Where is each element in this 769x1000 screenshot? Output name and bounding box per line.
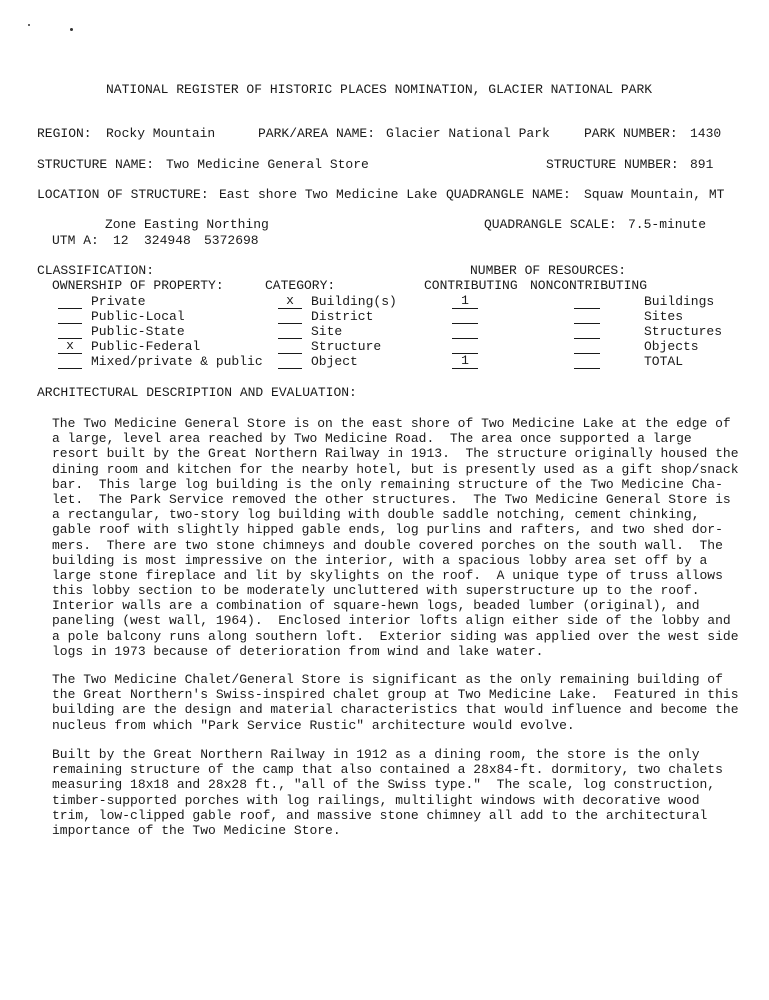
- ownership-option-public-federal: Public-Federal: [91, 339, 201, 354]
- ownership-checkbox-mixed[interactable]: [58, 354, 82, 369]
- paragraph-line: a pole balcony runs along southern loft. Exterior siding was applied over the west side: [52, 628, 739, 644]
- paragraph-line: dining room and kitchen for the nearby hotel, but is presently used as a gift shop/snack: [52, 461, 739, 477]
- noncontributing-objects[interactable]: [574, 339, 600, 354]
- category-option-structure: Structure: [311, 339, 382, 354]
- classification-label: CLASSIFICATION:: [37, 263, 155, 278]
- ownership-checkbox-public-state[interactable]: [58, 324, 82, 339]
- ownership-label: OWNERSHIP OF PROPERTY:: [52, 278, 224, 293]
- description-heading: ARCHITECTURAL DESCRIPTION AND EVALUATION:: [37, 385, 357, 400]
- structure-name-value: Two Medicine General Store: [166, 157, 369, 172]
- location-value: East shore Two Medicine Lake: [219, 187, 438, 202]
- structure-name-label: STRUCTURE NAME:: [37, 157, 155, 172]
- description-paragraph-1: [52, 416, 752, 659]
- paragraph-line: Built by the Great Northern Railway in 1912 as a dining room, the store is the only: [52, 747, 700, 762]
- quadrangle-name-label: QUADRANGLE NAME:: [446, 187, 571, 202]
- region-label: REGION:: [37, 126, 92, 141]
- ownership-checkbox-public-federal[interactable]: x: [58, 339, 82, 354]
- scan-speck: [28, 24, 30, 26]
- paragraph-line: trim, low-clipped gable roof, and massive stone chimney all add to the architectural: [52, 807, 708, 823]
- paragraph-line: bar. This large log building is the only remaining structure of the Two Medicine Cha-: [52, 476, 723, 492]
- paragraph-line: Interior walls are a combination of square-hewn logs, beaded lumber (original), and: [52, 598, 700, 614]
- scan-speck: [70, 28, 73, 31]
- utm-easting: 324948: [144, 233, 191, 248]
- paragraph-line: the Great Northern's Swiss-inspired chalet group at Two Medicine Lake. Featured in this: [52, 687, 739, 703]
- paragraph-line: building is most impressive on the interior, with a spacious lobby area set off by a: [52, 552, 708, 568]
- contributing-objects[interactable]: [452, 339, 478, 354]
- paragraph-line: paneling (west wall, 1964). Enclosed interior lofts align either side of the lobby and: [52, 613, 731, 629]
- contributing-buildings[interactable]: 1: [452, 294, 478, 309]
- utm-zone: 12: [113, 233, 129, 248]
- utm-label: UTM A:: [52, 233, 99, 248]
- paragraph-line: measuring 18x18 and 28x28 ft., "all of the Swiss type." The scale, log construction,: [52, 777, 716, 793]
- paragraph-line: resort built by the Great Northern Railway in 1913. The structure originally housed the: [52, 446, 739, 462]
- paragraph-line: gable roof with slightly hipped gable ends, log purlins and rafters, and two shed dor-: [52, 522, 723, 538]
- location-label: LOCATION OF STRUCTURE:: [37, 187, 209, 202]
- category-checkbox-buildings[interactable]: x: [278, 294, 302, 309]
- quadrangle-scale-value: 7.5-minute: [628, 217, 707, 232]
- category-label: CATEGORY:: [265, 278, 336, 293]
- paragraph-line: this lobby section to be moderately uncluttered with superstructure up to the roof.: [52, 583, 700, 599]
- category-checkbox-object[interactable]: [278, 354, 302, 369]
- paragraph-line: a large, level area reached by Two Medicine Road. The area once supported a large: [52, 431, 692, 447]
- category-option-buildings: Building(s): [311, 294, 397, 309]
- ownership-option-public-local: Public-Local: [91, 309, 185, 324]
- contributing-structures[interactable]: [452, 324, 478, 339]
- resources-label: NUMBER OF RESOURCES:: [470, 263, 627, 278]
- paragraph-line: large stone fireplace and lit by skylights on the roof. A unique type of truss allows: [52, 567, 723, 583]
- utm-northing: 5372698: [204, 233, 259, 248]
- park-number-value: 1430: [690, 126, 722, 141]
- paragraph-line: The Two Medicine Chalet/General Store is significant as the only remaining building of: [52, 672, 723, 687]
- paragraph-line: logs in 1973 because of deterioration from wind and lake water.: [52, 643, 544, 659]
- structure-number-label: STRUCTURE NUMBER:: [546, 157, 679, 172]
- paragraph-line: The Two Medicine General Store is on the east shore of Two Medicine Lake at the edge of: [52, 416, 731, 431]
- description-paragraph-2: [52, 672, 752, 733]
- ownership-option-mixed: Mixed/private & public: [91, 354, 263, 369]
- noncontributing-buildings[interactable]: [574, 294, 600, 309]
- utm-header: Zone Easting Northing: [105, 217, 269, 232]
- paragraph-line: a rectangular, two-story log building with double saddle notching, cement chinking,: [52, 507, 700, 523]
- category-checkbox-district[interactable]: [278, 309, 302, 324]
- noncontributing-structures[interactable]: [574, 324, 600, 339]
- paragraph-line: let. The Park Service removed the other structures. The Two Medicine General Store is: [52, 491, 731, 507]
- resource-label-sites: Sites: [644, 309, 684, 324]
- structure-number-value: 891: [690, 157, 714, 172]
- paragraph-line: mers. There are two stone chimneys and double covered porches on the south wall. The: [52, 537, 723, 553]
- noncontributing-total[interactable]: [574, 354, 600, 369]
- region-value: Rocky Mountain: [106, 126, 216, 141]
- noncontributing-label: NONCONTRIBUTING: [530, 278, 648, 293]
- paragraph-line: nucleus from which "Park Service Rustic" architecture would evolve.: [52, 717, 575, 733]
- resource-label-buildings: Buildings: [644, 294, 715, 309]
- ownership-checkbox-private[interactable]: [58, 294, 82, 309]
- category-option-district: District: [311, 309, 374, 324]
- resource-label-total: TOTAL: [644, 354, 684, 369]
- quadrangle-scale-label: QUADRANGLE SCALE:: [484, 217, 617, 232]
- contributing-sites[interactable]: [452, 309, 478, 324]
- park-area-label: PARK/AREA NAME:: [258, 126, 376, 141]
- paragraph-line: remaining structure of the camp that also contained a 28x84-ft. dormitory, two chalets: [52, 762, 723, 778]
- category-option-site: Site: [311, 324, 343, 339]
- contributing-total[interactable]: 1: [452, 354, 478, 369]
- category-option-object: Object: [311, 354, 358, 369]
- resource-label-structures: Structures: [644, 324, 723, 339]
- quadrangle-name-value: Squaw Mountain, MT: [584, 187, 725, 202]
- resource-label-objects: Objects: [644, 339, 699, 354]
- contributing-label: CONTRIBUTING: [424, 278, 518, 293]
- paragraph-line: importance of the Two Medicine Store.: [52, 822, 341, 838]
- category-checkbox-structure[interactable]: [278, 339, 302, 354]
- document-title: NATIONAL REGISTER OF HISTORIC PLACES NOMINATION, GLACIER NATIONAL PARK: [106, 82, 653, 97]
- category-checkbox-site[interactable]: [278, 324, 302, 339]
- noncontributing-sites[interactable]: [574, 309, 600, 324]
- paragraph-line: building are the design and material characteristics that would influence and become the: [52, 702, 739, 718]
- ownership-option-public-state: Public-State: [91, 324, 185, 339]
- description-paragraph-3: [52, 747, 752, 838]
- park-area-value: Glacier National Park: [386, 126, 550, 141]
- ownership-checkbox-public-local[interactable]: [58, 309, 82, 324]
- paragraph-line: timber-supported porches with log railings, multilight windows with decorative wood: [52, 792, 700, 808]
- park-number-label: PARK NUMBER:: [584, 126, 678, 141]
- ownership-option-private: Private: [91, 294, 146, 309]
